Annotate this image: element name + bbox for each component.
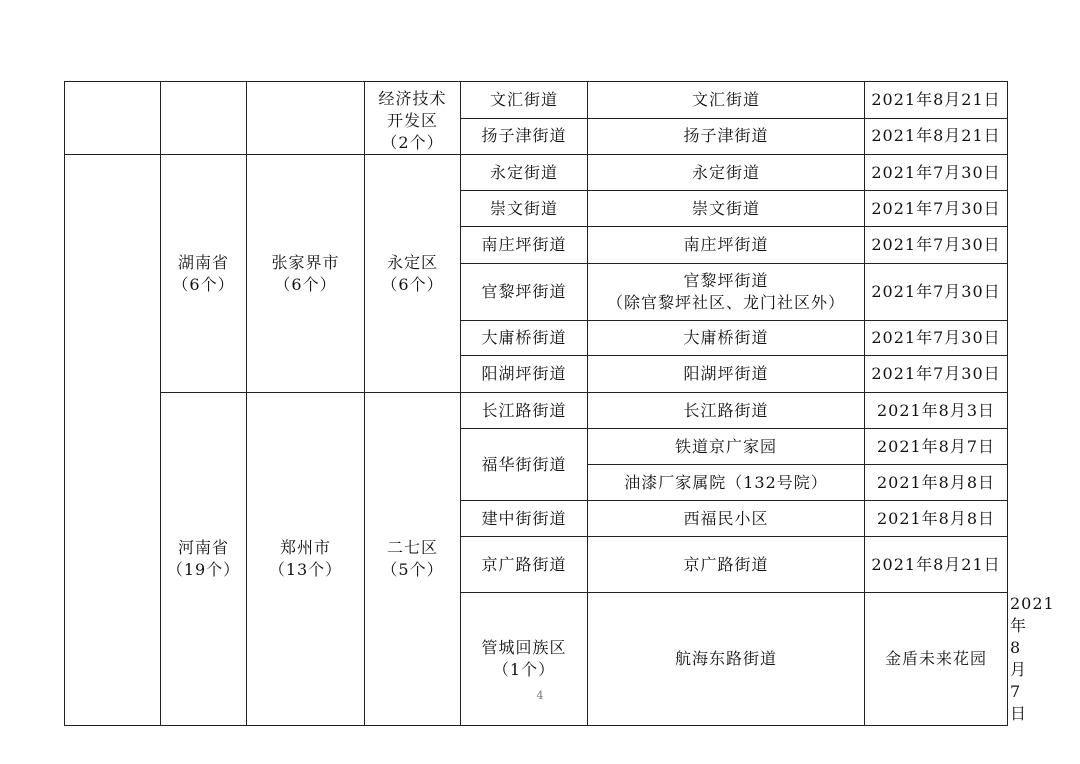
date-cell: 2021年8月7日 — [865, 429, 1008, 465]
date-cell: 2021年7月30日 — [865, 321, 1008, 356]
district-cell: 二七区 （5个） — [365, 393, 461, 726]
district-cell: 管城回族区 （1个） — [461, 593, 588, 726]
street-cell: 福华街街道 — [461, 429, 588, 501]
table-row — [65, 82, 1008, 119]
empty-col-cell — [65, 82, 161, 155]
area-cell: 永定街道 — [588, 155, 865, 191]
date-cell: 2021年7月30日 — [865, 227, 1008, 264]
empty-col-cell — [65, 155, 161, 726]
date-cell: 2021年8月3日 — [865, 393, 1008, 429]
date-cell: 2021年8月21日 — [865, 537, 1008, 593]
street-cell: 建中街街道 — [461, 501, 588, 537]
date-cell: 2021年8月21日 — [865, 118, 1008, 155]
area-cell: 文汇街道 — [588, 82, 865, 119]
street-cell: 阳湖坪街道 — [461, 356, 588, 393]
district-cell: 经济技术 开发区 （2个） — [365, 82, 461, 155]
date-cell: 2021年7月30日 — [865, 191, 1008, 227]
area-cell: 大庸桥街道 — [588, 321, 865, 356]
street-cell: 大庸桥街道 — [461, 321, 588, 356]
street-cell: 京广路街道 — [461, 537, 588, 593]
date-cell: 2021年8月8日 — [865, 501, 1008, 537]
date-cell: 2021年7月30日 — [865, 155, 1008, 191]
area-cell: 南庄坪街道 — [588, 227, 865, 264]
province-cell: 河南省 （19个） — [161, 393, 247, 726]
street-cell: 官黎坪街道 — [461, 264, 588, 321]
date-cell: 2021年8月8日 — [865, 465, 1008, 501]
area-cell: 扬子津街道 — [588, 118, 865, 155]
street-cell: 航海东路街道 — [588, 593, 865, 726]
area-cell: 西福民小区 — [588, 501, 865, 537]
area-cell: 油漆厂家属院（132号院） — [588, 465, 865, 501]
street-cell: 扬子津街道 — [461, 118, 588, 155]
city-cell — [247, 82, 365, 155]
province-cell: 湖南省 （6个） — [161, 155, 247, 393]
area-cell: 阳湖坪街道 — [588, 356, 865, 393]
area-cell: 崇文街道 — [588, 191, 865, 227]
district-cell: 永定区 （6个） — [365, 155, 461, 393]
street-cell: 南庄坪街道 — [461, 227, 588, 264]
table-row — [65, 155, 1008, 191]
province-cell — [161, 82, 247, 155]
risk-area-table — [64, 81, 1055, 726]
street-cell: 长江路街道 — [461, 393, 588, 429]
city-cell: 张家界市 （6个） — [247, 155, 365, 393]
city-cell: 郑州市 （13个） — [247, 393, 365, 726]
table-row: 管城回族区 （1个） 航海东路街道 金盾未来花园 2021年8月7日 — [65, 593, 1008, 726]
area-cell: 铁道京广家园 — [588, 429, 865, 465]
area-cell: 长江路街道 — [588, 393, 865, 429]
street-cell: 永定街道 — [461, 155, 588, 191]
page-number: 4 — [536, 689, 544, 702]
area-cell: 金盾未来花园 — [865, 593, 1008, 726]
area-cell: 京广路街道 — [588, 537, 865, 593]
table-row — [65, 393, 1008, 429]
date-cell: 2021年7月30日 — [865, 356, 1008, 393]
street-cell: 崇文街道 — [461, 191, 588, 227]
street-cell: 文汇街道 — [461, 82, 588, 119]
area-cell: 官黎坪街道 （除官黎坪社区、龙门社区外） — [588, 264, 865, 321]
date-cell: 2021年8月21日 — [865, 82, 1008, 119]
date-cell: 2021年7月30日 — [865, 264, 1008, 321]
